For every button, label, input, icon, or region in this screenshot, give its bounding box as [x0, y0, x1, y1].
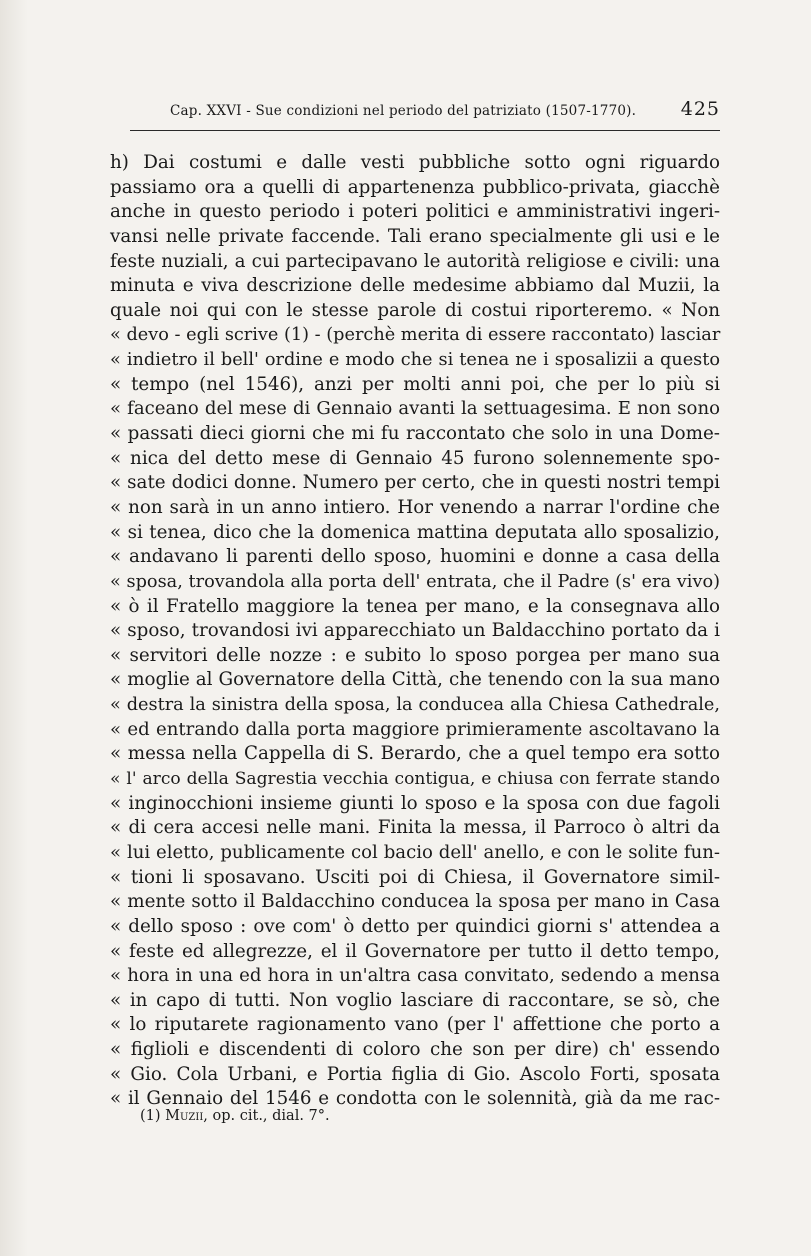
text-line: « hora in una ed hora in un'altra casa convitato, sedendo a mensa	[110, 965, 720, 987]
chapter-title: Cap. XXVI - Sue condizioni nel periodo del patriziato (1507-1770).	[170, 103, 637, 119]
text-line: « dello sposo : ove com' ò detto per quindici giorni s' attendea a	[110, 915, 720, 937]
footnote-author: Muzii	[165, 1108, 204, 1124]
footnote	[140, 1108, 330, 1124]
text-line: minuta e viva descrizione delle medesime abbiamo dal Muzii, la	[110, 275, 720, 297]
page-number: 425	[680, 98, 720, 120]
text-line: « faceano del mese di Gennaio avanti la settuagesima. E non sono	[110, 398, 720, 420]
text-line: « tempo (nel 1546), anzi per molti anni poi, che per lo più si	[110, 373, 720, 395]
text-line: passiamo ora a quelli di appartenenza pubblico-privata, giacchè	[110, 176, 720, 198]
text-line: « nica del detto mese di Gennaio 45 furono solennemente spo-	[110, 447, 720, 469]
text-line: « servitori delle nozze : e subito lo sposo porgea per mano sua	[110, 644, 720, 666]
text-line: « non sarà in un anno intiero. Hor venendo a narrar l'ordine che	[110, 496, 720, 518]
text-line: « sate dodici donne. Numero per certo, che in questi nostri tempi	[110, 472, 720, 494]
footnote-reference: , op. cit., dial. 7°.	[203, 1108, 330, 1124]
text-line: feste nuziali, a cui partecipavano le autorità religiose e civili: una	[110, 250, 720, 272]
page-edge	[0, 0, 28, 1256]
text-line: « tioni li sposavano. Usciti poi di Chiesa, il Governatore simil-	[110, 866, 720, 888]
text-line: « l' arco della Sagrestia vecchia contigua, e chiusa con ferrate stando	[110, 769, 720, 790]
text-line: « messa nella Cappella di S. Berardo, che a quel tempo era sotto	[110, 743, 720, 765]
text-line: « passati dieci giorni che mi fu raccontato che solo in una Dome-	[110, 423, 720, 445]
text-line: h) Dai costumi e dalle vesti pubbliche sotto ogni riguardo	[110, 152, 720, 173]
text-line: « si tenea, dico che la domenica mattina deputata allo sposalizio,	[110, 521, 720, 543]
text-line: « figlioli e discendenti di coloro che son per dire) ch' essendo	[110, 1039, 720, 1061]
footnote-marker: (1)	[140, 1108, 161, 1124]
text-line: quale noi qui con le stesse parole di costui riporteremo. « Non	[110, 299, 720, 321]
text-line: « lui eletto, publicamente col bacio dell' anello, e con le solite fun-	[110, 841, 720, 863]
text-line: « andavano li parenti dello sposo, huomini e donne a casa della	[110, 546, 720, 568]
text-line: « moglie al Governatore della Città, che tenendo con la sua mano	[110, 669, 720, 691]
text-line: « destra la sinistra della sposa, la conducea alla Chiesa Cathedrale,	[110, 695, 720, 716]
text-line: « feste ed allegrezze, el il Governatore per tutto il detto tempo,	[110, 940, 720, 962]
text-line: « inginocchioni insieme giunti lo sposo e la sposa con due fagoli	[110, 792, 720, 814]
text-line: « Gio. Cola Urbani, e Portia figlia di Gio. Ascolo Forti, sposata	[110, 1063, 720, 1085]
body-text	[110, 151, 720, 1112]
text-line: « in capo di tutti. Non voglio lasciare di raccontare, se sò, che	[110, 989, 720, 1011]
text-line: « mente sotto il Baldacchino conducea la sposa per mano in Casa	[110, 891, 720, 913]
text-line: anche in questo periodo i poteri politici e amministrativi ingeri-	[110, 201, 720, 223]
text-line: « lo riputarete ragionamento vano (per l' affettione che porto a	[110, 1014, 720, 1036]
text-line: « indietro il bell' ordine e modo che si tenea ne i sposalizii a questo	[110, 350, 720, 371]
text-line: « ed entrando dalla porta maggiore primieramente ascoltavano la	[110, 718, 720, 740]
running-head	[130, 90, 720, 131]
text-line: « sposo, trovandosi ivi apparecchiato un Baldacchino portato da i	[110, 620, 720, 642]
text-line: « il Gennaio del 1546 e condotta con le solennità, già da me rac-	[110, 1088, 720, 1110]
text-line: « sposa, trovandola alla porta dell' entrata, che il Padre (s' era vivo)	[110, 571, 720, 592]
text-line: « di cera accesi nelle mani. Finita la messa, il Parroco ò altri da	[110, 817, 720, 839]
text-line: vansi nelle private faccende. Tali erano specialmente gli usi e le	[110, 225, 720, 247]
text-line: « devo - egli scrive (1) - (perchè merita di essere raccontato) lasciar	[110, 325, 721, 346]
text-line: « ò il Fratello maggiore la tenea per mano, e la consegnava allo	[110, 595, 720, 617]
